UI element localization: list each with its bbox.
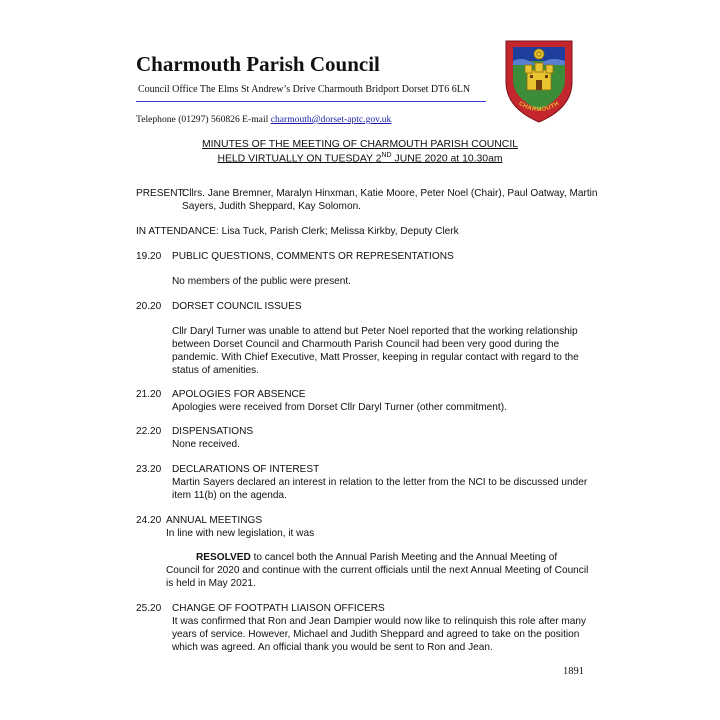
- svg-text:CHARMOUTH: CHARMOUTH: [517, 100, 561, 114]
- present-label: PRESENT:: [136, 188, 186, 199]
- item-number: 22.20: [136, 426, 162, 437]
- item-text: Apologies were received from Dorset Cllr Daryl Turner (other commitment).: [172, 402, 507, 413]
- letterhead-rule: [136, 101, 486, 102]
- resolution-paragraph: [166, 551, 591, 590]
- item-text: It was confirmed that Ron and Jean Dampier would now like to relinquish this role after many years of service. However, Michael and Judith Sheppard and agreed to take on the position which was agreed. An official thank you would be sent to Ron and Jean.: [172, 616, 587, 653]
- attendance-line: IN ATTENDANCE: Lisa Tuck, Parish Clerk; Melissa Kirkby, Deputy Clerk: [136, 226, 459, 237]
- item-title: CHANGE OF FOOTPATH LIAISON OFFICERS: [172, 603, 385, 614]
- council-crest-icon: [503, 38, 575, 124]
- heading-date-suffix: ND: [381, 152, 392, 159]
- item-title: APOLOGIES FOR ABSENCE: [172, 389, 306, 400]
- item-text: No members of the public were present.: [172, 276, 351, 287]
- resolution-text: to cancel both the Annual Parish Meeting and the Annual Meeting of Council for 2020 and continue with the current officials until the next Annual Meeting of Council is held in May 2021.: [166, 552, 589, 589]
- email-link[interactable]: charmouth@dorset-aptc.gov.uk: [270, 114, 392, 125]
- heading-date-text: HELD VIRTUALLY ON TUESDAY 2: [217, 153, 382, 165]
- item-title: DORSET COUNCIL ISSUES: [172, 301, 302, 312]
- resolved-label: RESOLVED: [196, 552, 251, 563]
- minutes-heading-line1: MINUTES OF THE MEETING OF CHARMOUTH PARISH COUNCIL: [202, 139, 518, 150]
- item-text: Martin Sayers declared an interest in relation to the letter from the NCI to be discussed under item 11(b) on the agenda.: [172, 477, 588, 501]
- item-text: None received.: [172, 439, 240, 450]
- page-number: 1891: [563, 666, 584, 677]
- telephone-text: Telephone (01297) 560826 E-mail: [136, 114, 271, 125]
- item-text: Cllr Daryl Turner was unable to attend but Peter Noel reported that the working relationship between Dorset Council and Charmouth Parish Council had been very good during the pandemic. With Chief Executive, Matt Prosser, keeping in regular contact with regard to the status of amenities.: [172, 326, 579, 376]
- item-number: 19.20: [136, 251, 162, 262]
- item-title: ANNUAL MEETINGS: [166, 515, 263, 526]
- item-number: 24.20: [136, 515, 162, 526]
- item-title: DECLARATIONS OF INTEREST: [172, 464, 320, 475]
- item-number: 23.20: [136, 464, 162, 475]
- item-number: 20.20: [136, 301, 162, 312]
- council-address: Council Office The Elms St Andrew’s Drive Charmouth Bridport Dorset DT6 6LN: [138, 84, 471, 95]
- minutes-heading-line2: [160, 152, 560, 164]
- heading-time-text: JUNE 2020 at 10.30am: [391, 153, 503, 165]
- item-text: In line with new legislation, it was: [166, 528, 315, 539]
- present-list: Cllrs. Jane Bremner, Maralyn Hinxman, Katie Moore, Peter Noel (Chair), Paul Oatway, Martin Sayers, Judith Sheppard, Kay Solomon.: [182, 188, 598, 212]
- item-title: DISPENSATIONS: [172, 426, 254, 437]
- council-title: Charmouth Parish Council: [136, 52, 380, 76]
- item-number: 25.20: [136, 603, 162, 614]
- contact-line: [136, 114, 391, 125]
- item-number: 21.20: [136, 389, 162, 400]
- item-title: PUBLIC QUESTIONS, COMMENTS OR REPRESENTATIONS: [172, 251, 454, 262]
